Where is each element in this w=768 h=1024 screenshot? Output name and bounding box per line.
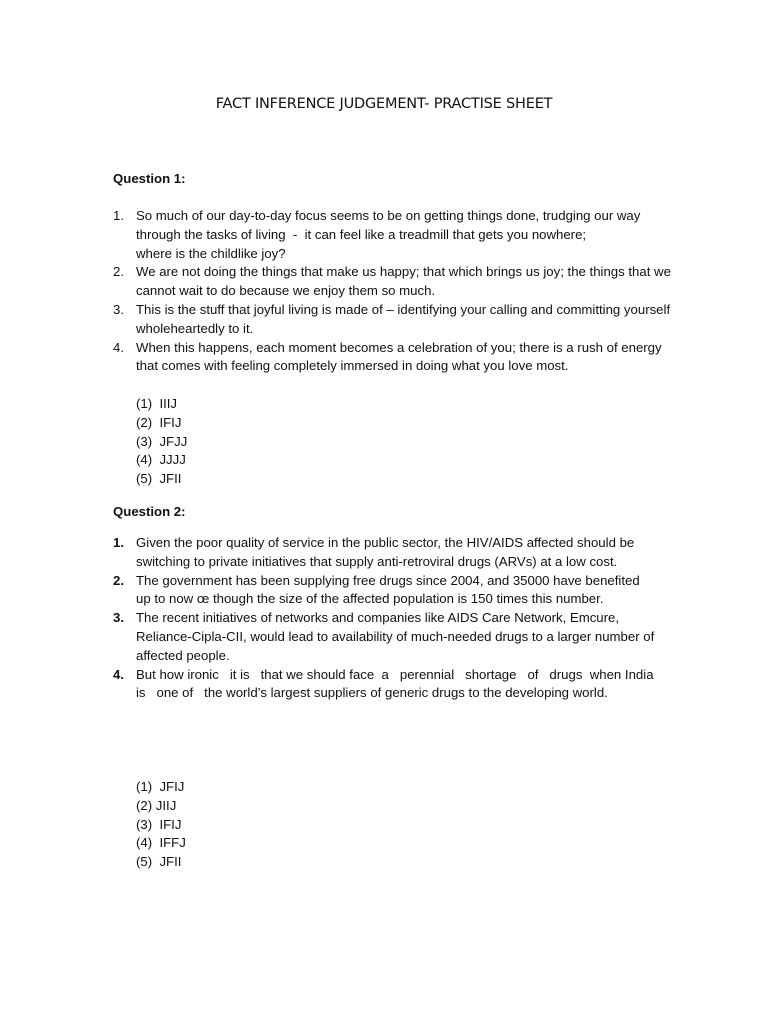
statement-number: 4. bbox=[113, 339, 124, 355]
answer-option: (2) JIIJ bbox=[136, 797, 177, 813]
statement-number: 2. bbox=[113, 264, 124, 280]
statement-text: Given the poor quality of service in the public sector, the HIV/AIDS affected should be switching to private initiatives that supply anti-retroviral drugs (ARVs) at a low cost. bbox=[136, 535, 635, 569]
statement-text-part: where is the childlike joy? bbox=[136, 245, 286, 261]
statement-text: We are not doing the things that make us happy; that which brings us joy; the things that we cannot wait to do because we enjoy them so much. bbox=[136, 264, 671, 299]
statement-text: But how ironic it is that we should face a perennial shortage of drugs when India is one of the world’s largest suppliers of generic drugs to the developing world. bbox=[136, 666, 665, 701]
statement-number: 3. bbox=[113, 610, 124, 626]
answer-option: (2) IFIJ bbox=[136, 414, 182, 430]
statement-text: When this happens, each moment becomes a celebration of you; there is a rush of energy that comes with feeling completely immersed in doing what you love most. bbox=[136, 339, 662, 374]
answer-option: (3) IFIJ bbox=[136, 816, 182, 832]
statement-item bbox=[113, 534, 683, 572]
statement-text: The government has been supplying free drugs since 2004, and 35000 have benefited up to now œ though the size of the affected population is 150 times this number. bbox=[136, 572, 640, 607]
question-1-statements bbox=[113, 207, 683, 376]
statement-text-part: So much of our day-to-day focus seems to be on getting things done, trudging our way through the tasks of living - it can feel like a treadmill that gets you nowhere; bbox=[136, 208, 641, 242]
statement-number: 1. bbox=[113, 535, 124, 550]
statement-item bbox=[113, 572, 683, 610]
question-2-options bbox=[136, 778, 186, 872]
question-2-statements bbox=[113, 534, 683, 703]
statement-item bbox=[113, 207, 683, 263]
statement-item bbox=[113, 263, 683, 301]
answer-option: (5) JFII bbox=[136, 854, 182, 870]
statement-text: This is the stuff that joyful living is made of – identifying your calling and committing yourself wholeheartedly to it. bbox=[136, 301, 671, 336]
statement-number: 4. bbox=[113, 666, 124, 682]
answer-option: (4) IFFJ bbox=[136, 835, 186, 851]
statement-number: 1. bbox=[113, 208, 124, 223]
statement-text: The recent initiatives of networks and companies like AIDS Care Network, Emcure, Reliance-Cipla-CII, would lead to availability of much-needed drugs to a larger number of affected people. bbox=[136, 610, 655, 663]
answer-option: (4) JJJJ bbox=[136, 452, 186, 468]
statement-item bbox=[113, 339, 683, 377]
question-2-heading: Question 2: bbox=[113, 504, 186, 519]
question-1-heading: Question 1: bbox=[113, 171, 186, 186]
question-1-options bbox=[136, 395, 187, 489]
answer-option: (5) JFII bbox=[136, 471, 182, 487]
answer-option: (3) JFJJ bbox=[136, 433, 188, 449]
statement-text bbox=[136, 207, 683, 263]
statement-item bbox=[113, 666, 683, 704]
statement-item bbox=[113, 609, 683, 665]
answer-option: (1) JFIJ bbox=[136, 779, 185, 794]
answer-option: (1) IIIJ bbox=[136, 396, 178, 411]
page-title: FACT INFERENCE JUDGEMENT- PRACTISE SHEET bbox=[215, 96, 553, 112]
statement-number: 3. bbox=[113, 301, 124, 317]
statement-number: 2. bbox=[113, 572, 124, 588]
statement-item bbox=[113, 301, 683, 339]
